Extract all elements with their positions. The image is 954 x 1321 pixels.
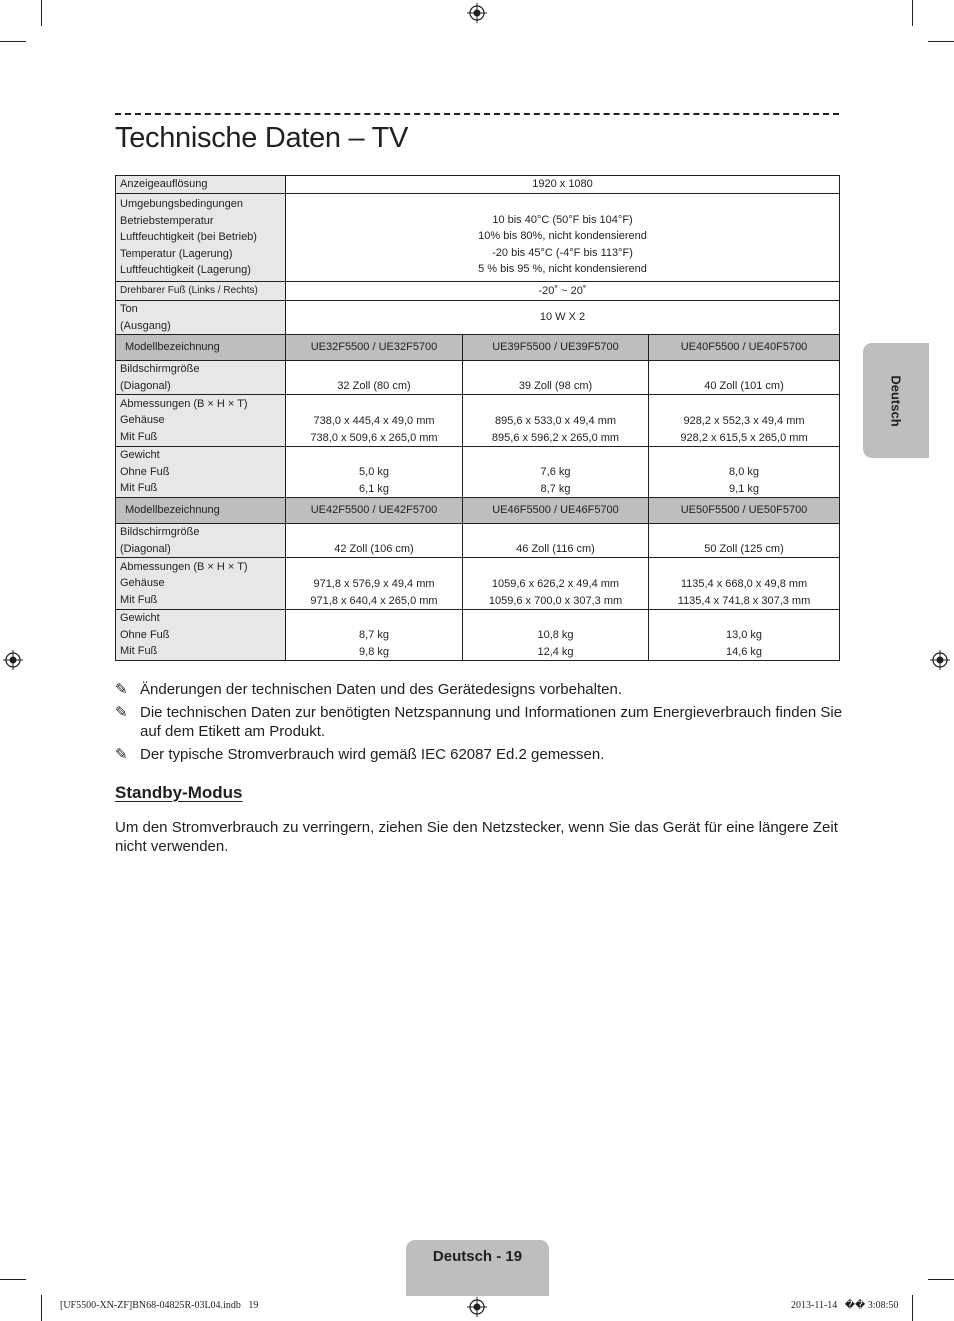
- cell-line: 9,1 kg: [729, 482, 759, 495]
- cell-line: 12,4 kg: [537, 645, 574, 658]
- spec-label: [116, 361, 286, 395]
- cell-line: Betriebstemperatur: [120, 214, 214, 227]
- page-number: Deutsch - 19: [406, 1240, 549, 1296]
- cell-line: (Diagonal): [120, 542, 171, 555]
- cell-line: Umgebungsbedingungen: [120, 198, 243, 211]
- model-spec-row: [116, 447, 840, 498]
- model-header-row: [116, 498, 840, 524]
- cell-line: -20˚ ~ 20˚: [538, 284, 587, 297]
- cell-line: 738,0 x 445,4 x 49,0 mm: [313, 415, 435, 427]
- spec-value: [463, 361, 649, 395]
- cell-line: 32 Zoll (80 cm): [337, 379, 411, 392]
- spec-label: [116, 395, 286, 447]
- cell-line: 1059,6 x 700,0 x 307,3 mm: [488, 594, 623, 607]
- model-spec-row: [116, 524, 840, 558]
- standby-text: Um den Stromverbrauch zu verringern, ziehen Sie den Netzstecker, wenn Sie das Gerät für eine längere Zeit nicht verwenden.: [115, 819, 838, 855]
- cell-line: 971,8 x 576,9 x 49,4 mm: [313, 578, 435, 590]
- spec-value: [286, 558, 463, 610]
- cell-line: Mit Fuß: [120, 645, 158, 658]
- spec-label: [116, 282, 286, 301]
- registration-mark-icon: [467, 3, 487, 23]
- spec-label: [116, 301, 286, 335]
- spec-label: [116, 558, 286, 610]
- spec-value: [463, 395, 649, 447]
- model-name: UE40F5500 / UE40F5700: [649, 335, 840, 361]
- cell-line: -20 bis 45°C (-4°F bis 113°F): [492, 246, 633, 259]
- spec-label: [116, 524, 286, 558]
- cell-line: Mit Fuß: [120, 482, 158, 495]
- cell-line: 1059,6 x 626,2 x 49,4 mm: [491, 578, 620, 590]
- cell-line: Luftfeuchtigkeit (Lagerung): [120, 264, 251, 277]
- spec-value: [649, 447, 840, 498]
- page-title: Technische Daten – TV: [115, 122, 409, 154]
- spec-row: [116, 194, 840, 282]
- spec-value: [286, 361, 463, 395]
- note-item: ✎ Die technischen Daten zur benötigten Netzspannung und Informationen zum Energieverbrauch finden Sie auf dem Etikett am Produkt.: [115, 704, 843, 740]
- standby-heading: Standby-Modus: [115, 783, 243, 802]
- registration-mark-icon: [3, 650, 23, 670]
- registration-mark-icon: [467, 1297, 487, 1317]
- spec-value: [649, 610, 840, 661]
- cell-line: 1135,4 x 668,0 x 49,8 mm: [680, 578, 808, 590]
- cell-line: 14,6 kg: [725, 645, 763, 658]
- spec-row: [116, 301, 840, 335]
- cell-line: 1135,4 x 741,8 x 307,3 mm: [677, 594, 811, 607]
- cell-line: 50 Zoll (125 cm): [704, 542, 784, 555]
- spec-value: [286, 447, 463, 498]
- spec-table: [115, 175, 840, 661]
- spec-row: [116, 176, 840, 194]
- crop-mark: [928, 41, 954, 42]
- pencil-note-icon: ✎: [115, 704, 128, 721]
- crop-mark: [912, 0, 913, 26]
- cell-line: 5,0 kg: [359, 466, 389, 478]
- cell-line: Gewicht: [120, 449, 160, 462]
- notes-list: [115, 680, 845, 768]
- spec-value: [463, 524, 649, 558]
- cell-line: 738,0 x 509,6 x 265,0 mm: [310, 431, 438, 444]
- cell-line: 10 bis 40°C (50°F bis 104°F): [492, 213, 633, 226]
- spec-value: [286, 395, 463, 447]
- spec-value: [286, 194, 840, 282]
- cell-line: Temperatur (Lagerung): [120, 247, 233, 260]
- pencil-note-icon: ✎: [115, 681, 128, 698]
- cell-line: Bildschirmgröße: [120, 363, 200, 375]
- model-name: UE46F5500 / UE46F5700: [463, 498, 649, 524]
- cell-line: 10 W X 2: [539, 311, 586, 324]
- crop-mark: [0, 41, 26, 42]
- cell-line: Mit Fuß: [120, 430, 158, 443]
- model-header-label: Modellbezeichnung: [116, 498, 286, 524]
- cell-line: 5 % bis 95 %, nicht kondensierend: [478, 263, 647, 275]
- spec-value: [649, 361, 840, 395]
- cell-line: 1920 x 1080: [532, 178, 593, 191]
- crop-mark: [912, 1295, 913, 1321]
- spec-label: [116, 447, 286, 498]
- model-name: UE32F5500 / UE32F5700: [286, 335, 463, 361]
- cell-line: 8,0 kg: [729, 466, 759, 478]
- spec-value: [286, 176, 840, 194]
- crop-mark: [928, 1279, 954, 1280]
- spec-value: [463, 610, 649, 661]
- model-spec-row: [116, 610, 840, 661]
- cell-line: 13,0 kg: [725, 629, 763, 641]
- cell-line: 39 Zoll (98 cm): [518, 379, 593, 392]
- model-name: UE42F5500 / UE42F5700: [286, 498, 463, 524]
- spec-value: [463, 447, 649, 498]
- cell-line: 42 Zoll (106 cm): [334, 542, 414, 555]
- cell-line: Ton: [120, 303, 138, 315]
- spec-label: [116, 194, 286, 282]
- model-header-row: [116, 335, 840, 361]
- model-name: UE50F5500 / UE50F5700: [649, 498, 840, 524]
- cell-line: 928,2 x 615,5 x 265,0 mm: [680, 431, 808, 444]
- cell-line: 8,7 kg: [359, 629, 389, 641]
- model-name: UE39F5500 / UE39F5700: [463, 335, 649, 361]
- crop-mark: [41, 1295, 42, 1321]
- pencil-note-icon: ✎: [115, 746, 128, 763]
- registration-mark-icon: [930, 650, 950, 670]
- cell-line: 7,6 kg: [540, 466, 571, 478]
- spec-value: [649, 524, 840, 558]
- crop-mark: [41, 0, 42, 26]
- cell-line: Gehäuse: [120, 577, 165, 590]
- cell-line: 895,6 x 533,0 x 49,4 mm: [494, 415, 617, 427]
- footer-date-info: 2013-11-14 �� 3:08:50: [791, 1300, 899, 1311]
- cell-line: Anzeigeauflösung: [120, 178, 208, 191]
- spec-value: [463, 558, 649, 610]
- model-spec-row: [116, 558, 840, 610]
- cell-line: 6,1 kg: [359, 482, 389, 495]
- cell-line: Ohne Fuß: [120, 465, 170, 478]
- language-tab: [863, 343, 929, 458]
- cell-line: (Ausgang): [120, 319, 171, 332]
- spec-value: [286, 610, 463, 661]
- cell-line: 40 Zoll (101 cm): [704, 379, 784, 392]
- model-header-label: Modellbezeichnung: [116, 335, 286, 361]
- cell-line: 928,2 x 552,3 x 49,4 mm: [683, 415, 805, 427]
- cell-line: 895,6 x 596,2 x 265,0 mm: [491, 431, 620, 444]
- cell-line: 8,7 kg: [540, 482, 571, 495]
- cell-line: Gehäuse: [120, 414, 165, 427]
- cell-line: 9,8 kg: [359, 645, 389, 658]
- footer-file-info: [UF5500-XN-ZF]BN68-04825R-03L04.indb 19: [60, 1300, 259, 1311]
- spec-row: [116, 282, 840, 301]
- cell-line: 971,8 x 640,4 x 265,0 mm: [310, 594, 438, 607]
- model-spec-row: [116, 361, 840, 395]
- title-dashed-rule: [115, 113, 839, 115]
- cell-line: 10% bis 80%, nicht kondensierend: [478, 230, 647, 242]
- cell-line: Ohne Fuß: [120, 628, 170, 641]
- spec-value: [649, 558, 840, 610]
- spec-value: [286, 282, 840, 301]
- cell-line: Gewicht: [120, 612, 160, 625]
- cell-line: Bildschirmgröße: [120, 526, 200, 538]
- cell-line: Mit Fuß: [120, 593, 158, 606]
- cell-line: Abmessungen (B × H × T): [120, 560, 248, 573]
- cell-line: (Diagonal): [120, 379, 171, 392]
- spec-value: [649, 395, 840, 447]
- cell-line: Abmessungen (B × H × T): [120, 397, 248, 410]
- note-item: ✎ Änderungen der technischen Daten und des Gerätedesigns vorbehalten.: [115, 681, 622, 698]
- spec-label: [116, 610, 286, 661]
- language-tab-label: Deutsch: [888, 374, 904, 427]
- spec-value: [286, 524, 463, 558]
- model-spec-row: [116, 395, 840, 447]
- spec-label: [116, 176, 286, 194]
- spec-value: [286, 301, 840, 335]
- cell-line: Luftfeuchtigkeit (bei Betrieb): [120, 231, 257, 244]
- cell-line: 46 Zoll (116 cm): [516, 542, 595, 555]
- crop-mark: [0, 1279, 26, 1280]
- cell-line: Drehbarer Fuß (Links / Rechts): [120, 284, 258, 296]
- note-item: ✎ Der typische Stromverbrauch wird gemäß IEC 62087 Ed.2 gemessen.: [115, 746, 605, 763]
- cell-line: 10,8 kg: [537, 629, 574, 641]
